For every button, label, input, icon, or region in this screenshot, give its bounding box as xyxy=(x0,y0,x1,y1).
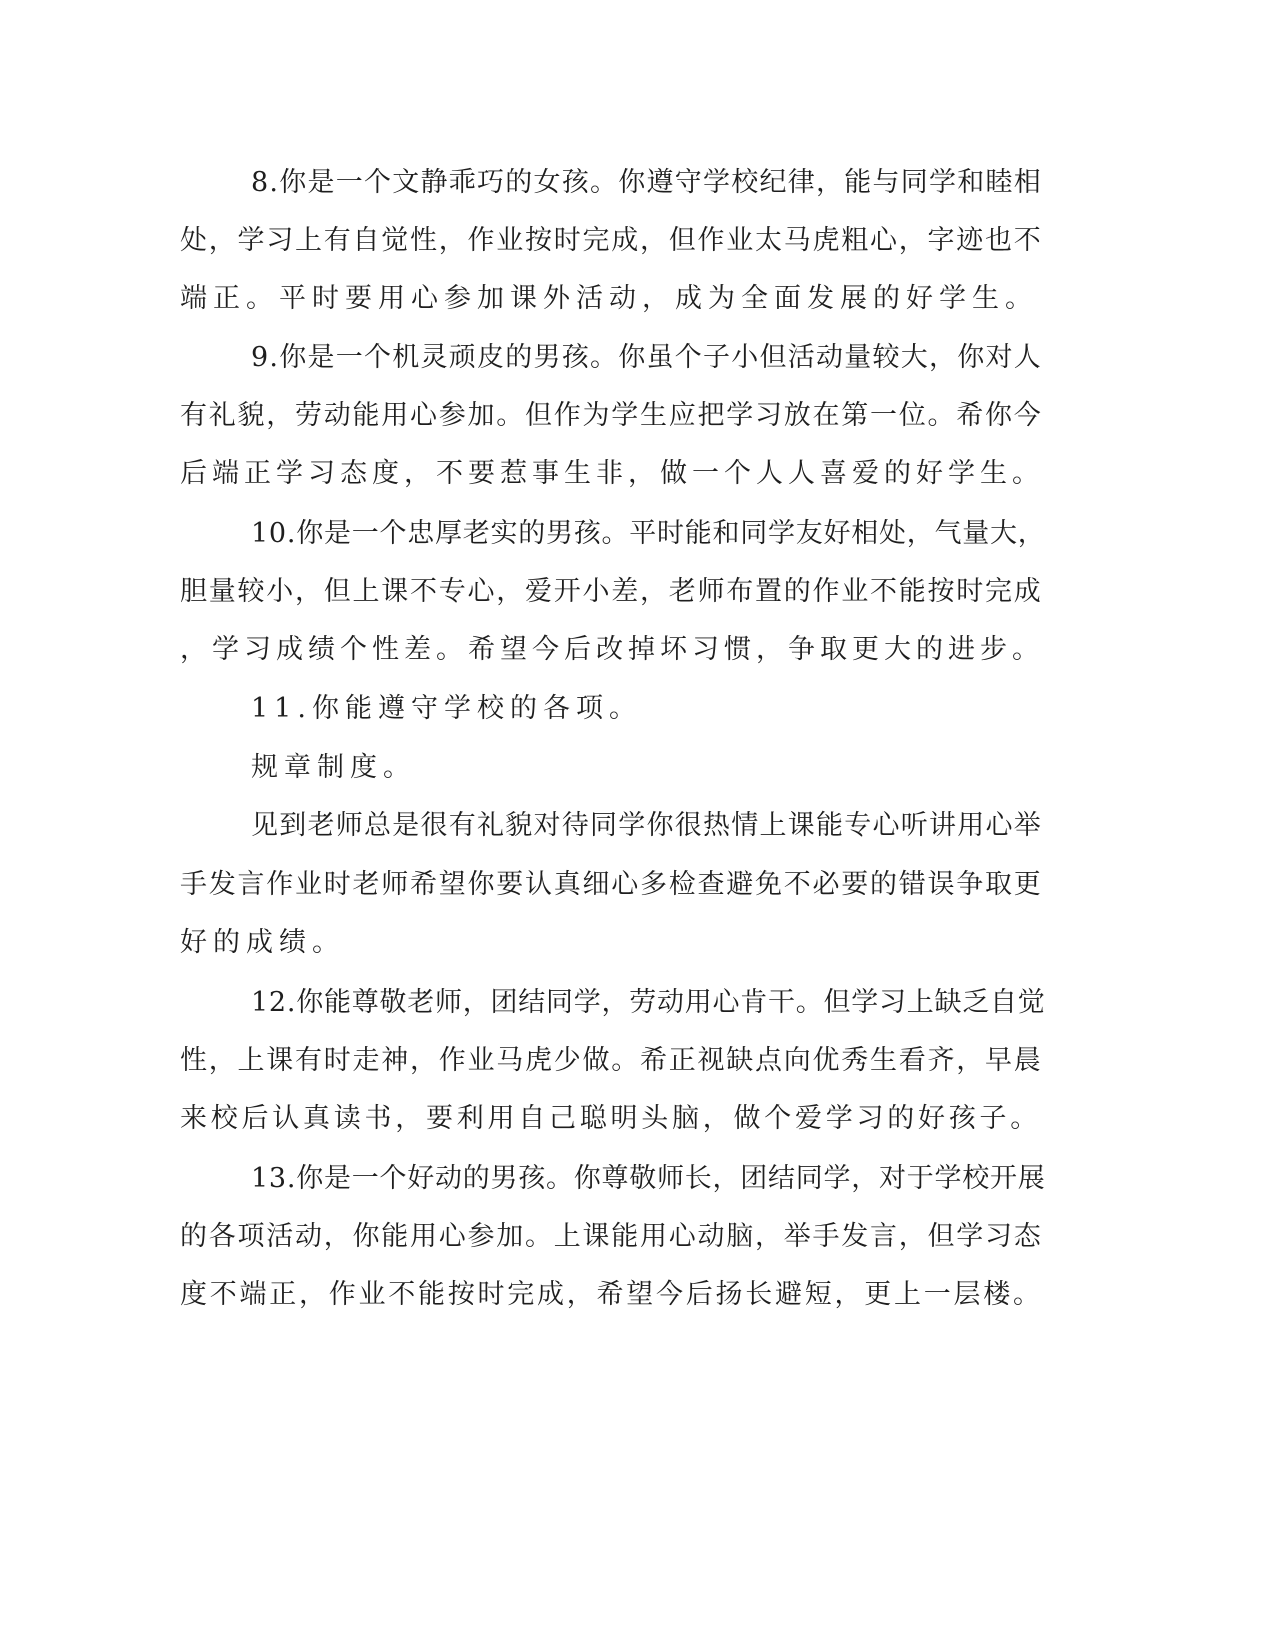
paragraph-10-line-3: ，学习成绩个性差。希望今后改掉坏习惯，争取更大的进步。 xyxy=(180,634,1044,665)
paragraph-12-line-3: 来校后认真读书，要利用自己聪明头脑，做个爱学习的好孩子。 xyxy=(180,1103,1041,1134)
paragraph-13-line-1: 13.你是一个好动的男孩。你尊敬师长，团结同学，对于学校开展 xyxy=(251,1163,1046,1194)
paragraph-13-line-3: 度不端正，作业不能按时完成，希望今后扬长避短，更上一层楼。 xyxy=(180,1279,1043,1310)
paragraph-11b-line-1: 规章制度。 xyxy=(251,752,416,783)
paragraph-9-line-1: 9.你是一个机灵顽皮的男孩。你虽个子小但活动量较大，你对人 xyxy=(251,342,1043,373)
paragraph-10-line-1: 10.你是一个忠厚老实的男孩。平时能和同学友好相处，气量大， xyxy=(251,518,1046,549)
paragraph-8-line-2: 处，学习上有自觉性，作业按时完成，但作业太马虎粗心，字迹也不 xyxy=(180,225,1043,256)
paragraph-11c-line-3: 好的成绩。 xyxy=(180,927,345,958)
paragraph-11c-line-1: 见到老师总是很有礼貌对待同学你很热情上课能专心听讲用心举 xyxy=(251,810,1042,841)
paragraph-12-line-1: 12.你能尊敬老师，团结同学，劳动用心肯干。但学习上缺乏自觉 xyxy=(251,987,1046,1018)
paragraph-9-line-3: 后端正学习态度，不要惹事生非，做一个人人喜爱的好学生。 xyxy=(180,458,1044,489)
paragraph-11-line-1: 11.你能遵守学校的各项。 xyxy=(251,693,642,724)
paragraph-11c-line-2: 手发言作业时老师希望你要认真细心多检查避免不必要的错误争取更 xyxy=(180,869,1043,900)
paragraph-13-line-2: 的各项活动，你能用心参加。上课能用心动脑，举手发言，但学习态 xyxy=(180,1221,1043,1252)
paragraph-8-line-1: 8.你是一个文静乖巧的女孩。你遵守学校纪律，能与同学和睦相 xyxy=(251,167,1043,198)
paragraph-12-line-2: 性，上课有时走神，作业马虎少做。希正视缺点向优秀生看齐，早晨 xyxy=(180,1045,1043,1076)
paragraph-8-line-3: 端正。平时要用心参加课外活动，成为全面发展的好学生。 xyxy=(180,283,1038,314)
paragraph-9-line-2: 有礼貌，劳动能用心参加。但作为学生应把学习放在第一位。希你今 xyxy=(180,400,1043,431)
paragraph-10-line-2: 胆量较小，但上课不专心，爱开小差，老师布置的作业不能按时完成 xyxy=(180,576,1043,607)
